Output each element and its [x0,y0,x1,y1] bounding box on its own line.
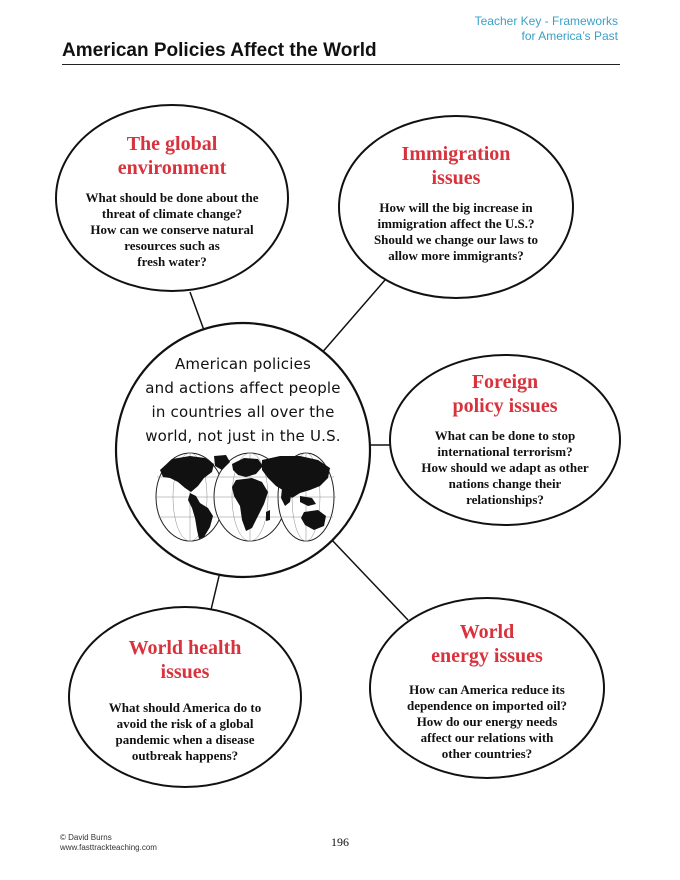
bubble-heading [384,620,590,668]
heading-line: environment [117,157,227,179]
bubble-question [82,700,288,764]
question-line: allow more immigrants? [388,248,524,263]
question-line: nations change their [448,476,562,491]
heading-line: policy issues [452,395,558,417]
question-line: How can we conserve natural [90,222,254,237]
page-number: 196 [331,835,349,849]
bubble-question [384,682,590,762]
page-title: American Policies Affect the World [62,40,377,61]
question-line: dependence on imported oil? [407,698,567,713]
question-line: avoid the risk of a global [116,716,254,731]
question-line: affect our relations with [420,730,554,745]
bubble-heading [72,132,272,180]
question-line: How will the big increase in [379,200,533,215]
question-line: Should we change our laws to [373,232,539,247]
heading-line: issues [431,167,481,189]
bubble-question [352,200,560,264]
teacher-key-line-2: for America’s Past [521,29,618,43]
heading-line: issues [160,661,210,683]
center-statement [138,352,348,448]
question-line: international terrorism? [437,444,573,459]
bubble-foreign-policy [402,370,608,508]
heading-line: The global [126,133,218,155]
question-line: immigration affect the U.S.? [377,216,535,231]
bubble-immigration [352,142,560,264]
question-line: relationships? [466,492,544,507]
question-line: What should America do to [108,700,262,715]
question-line: threat of climate change? [101,206,243,221]
bubble-question [402,428,608,508]
heading-line: energy issues [431,645,543,667]
center-line: world, not just in the U.S. [145,427,341,445]
bubble-heading [82,636,288,684]
teacher-key-line-1: Teacher Key - Frameworks [474,14,618,28]
heading-line: World [459,621,515,643]
question-line: How do our energy needs [416,714,558,729]
question-line: outbreak happens? [131,748,239,763]
center-line: and actions affect people [145,379,341,397]
question-line: resources such as [124,238,220,253]
copyright-text: © David Burns [60,833,112,842]
bubble-heading [402,370,608,418]
question-line: other countries? [441,746,533,761]
connector-health [210,572,220,614]
question-line: How can America reduce its [409,682,565,697]
bubble-question [72,190,272,270]
question-line: What can be done to stop [434,428,576,443]
connector-energy [330,538,408,620]
bubble-energy [384,620,590,762]
bubble-heading [352,142,560,190]
heading-line: Foreign [471,371,539,393]
world-map-icon [156,453,336,541]
center-line: American policies [174,355,312,373]
connector-immigration [320,280,385,355]
bubble-global-environment [72,132,272,270]
heading-line: World health [128,637,242,659]
website-text: www.fasttrackteaching.com [60,843,157,852]
question-line: pandemic when a disease [115,732,255,747]
question-line: What should be done about the [85,190,259,205]
connector-global [190,292,205,333]
question-line: How should we adapt as other [421,460,589,475]
center-line: in countries all over the [151,403,335,421]
question-line: fresh water? [137,254,207,269]
bubble-world-health [82,636,288,764]
heading-line: Immigration [401,143,511,165]
